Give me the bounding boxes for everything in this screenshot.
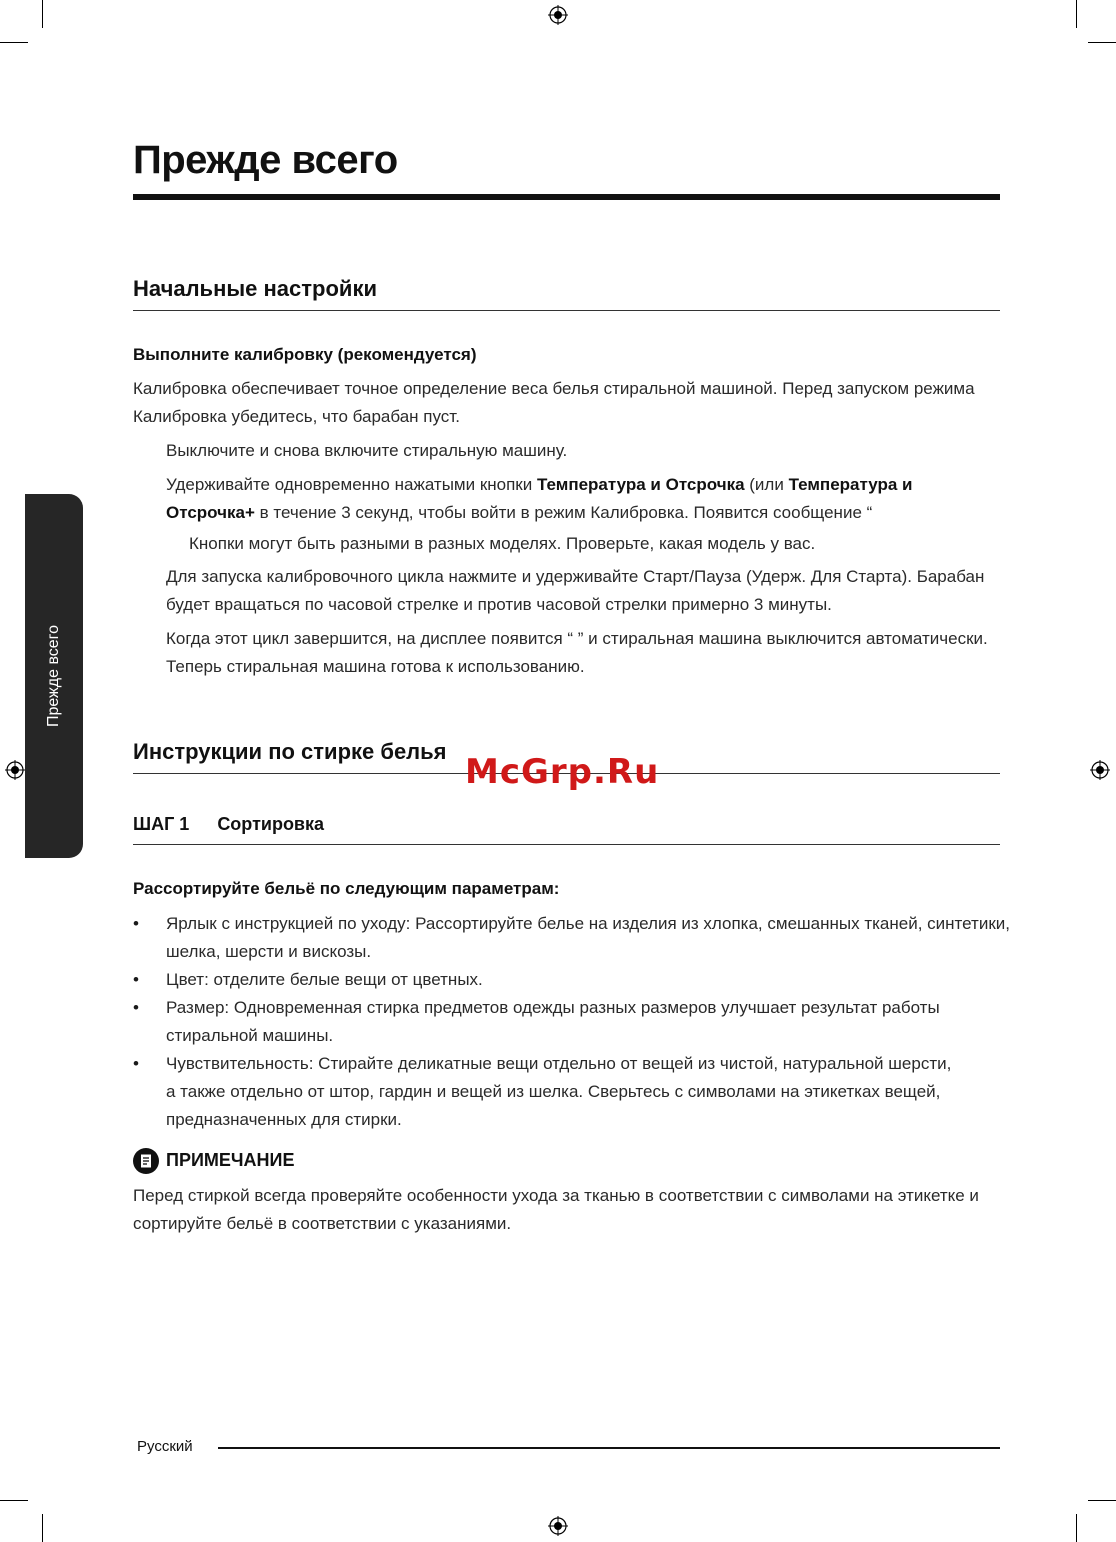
text-line: шелка, шерсти и вискозы.: [166, 942, 372, 961]
text-line: стиральной машины.: [166, 1026, 334, 1045]
crop-mark: [0, 42, 28, 43]
button-name: Отсрочка+: [166, 503, 255, 522]
section-heading-washing-instructions: Инструкции по стирке белья: [133, 739, 447, 764]
step-label: ШАГ 1: [133, 814, 190, 834]
text-run: Удерживайте одновременно нажатыми кнопки: [166, 475, 537, 494]
text-line: [166, 471, 1006, 499]
text-line: Чувствительность: Стирайте деликатные вещи отдельно от вещей из чистой, натуральной шерсти,: [166, 1054, 952, 1073]
bullet-icon: •: [133, 1054, 139, 1073]
step-divider: [133, 844, 1000, 845]
section-divider: [133, 310, 1000, 311]
crop-mark: [1088, 1500, 1116, 1501]
registration-mark-icon: [5, 760, 25, 780]
step-title: Сортировка: [217, 814, 325, 834]
registration-mark-icon: [1090, 760, 1110, 780]
crop-mark: [1076, 0, 1077, 28]
step-heading: [133, 814, 324, 835]
calibration-step-2: [166, 471, 1006, 527]
footer-language: Русский: [137, 1438, 193, 1455]
list-item-text: [166, 994, 1006, 1050]
list-item-text: [166, 910, 1010, 966]
button-name: Температура и Отсрочка: [536, 475, 745, 494]
text-run: (или: [744, 475, 789, 494]
registration-mark-icon: [548, 5, 568, 25]
list-item-text: [166, 1050, 1006, 1134]
bullet-icon: •: [133, 970, 139, 989]
crop-mark: [42, 0, 43, 28]
footer-divider: [218, 1447, 1000, 1449]
list-item-text: [166, 966, 1006, 994]
text-line: будет вращаться по часовой стрелке и против часовой стрелки примерно 3 минуты.: [166, 595, 832, 614]
bullet-icon: •: [133, 998, 139, 1017]
registration-mark-icon: [548, 1516, 568, 1536]
calibration-intro: [133, 375, 1003, 431]
bullet-icon: •: [133, 914, 139, 933]
button-name: Температура и: [788, 475, 913, 494]
calibration-subheading: Выполните калибровку (рекомендуется): [133, 345, 477, 364]
side-tab-label: Прежде всего: [45, 624, 63, 728]
calibration-step-1: Выключите и снова включите стиральную машину.: [166, 441, 568, 460]
title-divider: [133, 194, 1000, 200]
text-line: Цвет: отделите белые вещи от цветных.: [166, 970, 483, 989]
text-line: Когда этот цикл завершится, на дисплее появится “ ” и стиральная машина выключится автоматически.: [166, 629, 988, 648]
crop-mark: [1076, 1514, 1077, 1542]
text-line: Размер: Одновременная стирка предметов одежды разных размеров улучшает результат работы: [166, 998, 940, 1017]
watermark: McGrp.Ru: [465, 752, 660, 792]
text-line: Перед стиркой всегда проверяйте особенности ухода за тканью в соответствии с символами на этикетке и: [133, 1186, 979, 1205]
sorting-subheading: Рассортируйте бельё по следующим параметрам:: [133, 879, 560, 898]
crop-mark: [1088, 42, 1116, 43]
note-text: [133, 1182, 1003, 1238]
text-line: [166, 499, 1006, 527]
text-line: предназначенных для стирки.: [166, 1110, 402, 1129]
text-line: Калибровка обеспечивает точное определение веса белья стиральной машиной. Перед запуском режима: [133, 379, 975, 398]
text-line: Теперь стиральная машина готова к использованию.: [166, 657, 585, 676]
text-line: а также отдельно от штор, гардин и вещей из шелка. Сверьтесь с символами на этикетках вещей,: [166, 1082, 941, 1101]
calibration-step-4: [166, 625, 1006, 681]
page-title: Прежде всего: [133, 138, 398, 182]
crop-mark: [0, 1500, 28, 1501]
text-line: Калибровка убедитесь, что барабан пуст.: [133, 407, 460, 426]
calibration-note: Кнопки могут быть разными в разных моделях. Проверьте, какая модель у вас.: [189, 534, 816, 553]
text-line: Ярлык с инструкцией по уходу: Рассортируйте белье на изделия из хлопка, смешанных тканей, синтетики,: [166, 914, 1010, 933]
crop-mark: [42, 1514, 43, 1542]
calibration-step-3: [166, 563, 1006, 619]
text-line: сортируйте бельё в соответствии с указаниями.: [133, 1214, 512, 1233]
section-heading-initial-settings: Начальные настройки: [133, 276, 377, 301]
text-line: Для запуска калибровочного цикла нажмите и удерживайте Старт/Пауза (Удерж. Для Старта). Барабан: [166, 567, 985, 586]
side-tab: [25, 494, 83, 858]
note-icon: [133, 1148, 159, 1174]
text-run: в течение 3 секунд, чтобы войти в режим Калибровка. Появится сообщение “: [254, 503, 873, 522]
note-title: ПРИМЕЧАНИЕ: [166, 1150, 295, 1170]
